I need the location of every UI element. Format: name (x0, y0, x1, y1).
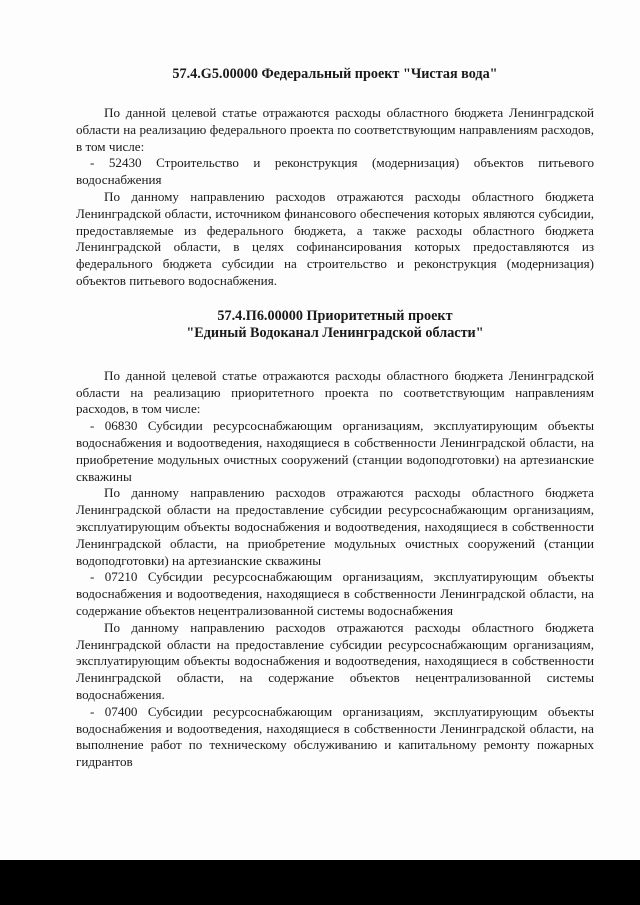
expense-description-07210: По данному направлению расходов отражаются расходы областного бюджета Ленинградской области на предоставление субсидии ресурсоснабжающим организациям, эксплуатирующим объекты водоснабжения и водоотведения, находящиеся в собственности Ленинградской области, на содержание объектов нецентрализованной системы водоснабжения. (76, 619, 594, 702)
expense-description-06830: По данному направлению расходов отражаются расходы областного бюджета Ленинградской области на предоставление субсидии ресурсоснабжающим организациям, эксплуатирующим объекты водоснабжения и водоотведения, находящиеся в собственности Ленинградской области, на приобретение модульных очистных сооружений (станции водоподготовки) на артезианские скважины (76, 485, 594, 568)
expense-description-52430: По данному направлению расходов отражаются расходы областного бюджета Ленинградской области, источником финансового обеспечения которых являются субсидии, предоставляемые из федерального бюджета, а также расходы областного бюджета Ленинградской области, в целях софинансирования которых предоставляются из федерального бюджета субсидии на строительство и реконструкция (модернизация) объектов питьевого водоснабжения. (76, 188, 594, 288)
expense-item-07210: - 07210 Субсидии ресурсоснабжающим организациям, эксплуатирующим объекты водоснабжения и водоотведения, находящиеся в собственности Ленинградской области, на содержание объектов нецентрализованной системы водоснабжения (76, 569, 594, 618)
section-heading-line-1: 57.4.П6.00000 Приоритетный проект (217, 307, 453, 324)
expense-item-06830: - 06830 Субсидии ресурсоснабжающим организациям, эксплуатирующим объекты водоснабжения и водоотведения, находящиеся в собственности Ленинградской области, на приобретение модульных очистных сооружений (станции водоподготовки) на артезианские скважины (76, 418, 594, 484)
scan-border-bottom (0, 860, 640, 905)
section-intro: По данной целевой статье отражаются расходы областного бюджета Ленинградской области на реализацию приоритетного проекта по соответствующим направлениям расходов, в том числе: (76, 367, 594, 417)
section-heading-line-2: "Единый Водоканал Ленинградской области" (186, 324, 484, 341)
expense-item-07400: - 07400 Субсидии ресурсоснабжающим организациям, эксплуатирующим объекты водоснабжения и водоотведения, находящиеся в собственности Ленинградской области, на выполнение работ по техническому обслуживанию и капитальному ремонту пожарных гидрантов (76, 703, 594, 770)
section-heading-vodokanal (76, 308, 594, 342)
expense-item-52430: - 52430 Строительство и реконструкция (модернизация) объектов питьевого водоснабжения (76, 155, 594, 188)
section-intro: По данной целевой статье отражаются расходы областного бюджета Ленинградской области на реализацию федерального проекта по соответствующим направлениям расходов, в том числе: (76, 105, 594, 154)
document-body (76, 66, 594, 771)
section-heading-clean-water: 57.4.G5.00000 Федеральный проект "Чистая вода" (172, 66, 498, 82)
